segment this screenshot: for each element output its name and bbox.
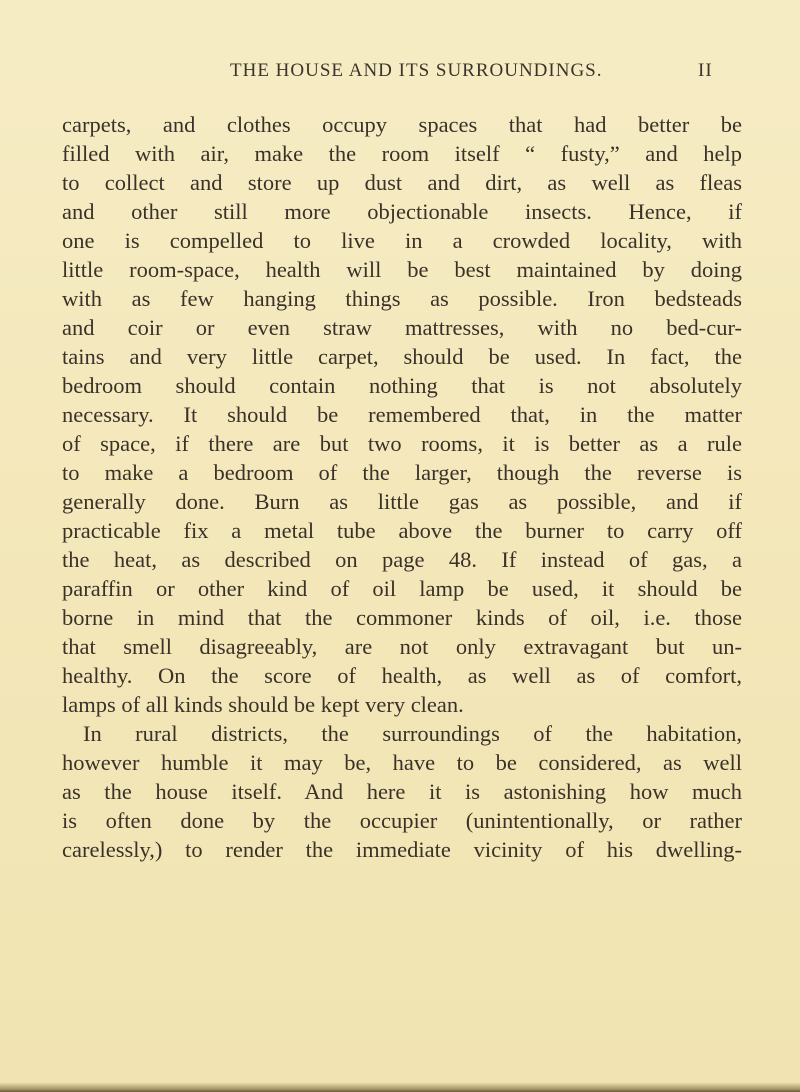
text-line: with as few hanging things as possible. Iron bedsteads: [62, 286, 742, 311]
text-line: practicable fix a metal tube above the burner to carry off: [62, 518, 742, 543]
text-line: borne in mind that the commoner kinds of oil, i.e. those: [62, 605, 742, 630]
text-line: filled with air, make the room itself “ fusty,” and help: [62, 141, 742, 166]
text-line: however humble it may be, have to be considered, as well: [62, 750, 742, 775]
text-line: bedroom should contain nothing that is not absolutely: [62, 373, 742, 398]
text-line: necessary. It should be remembered that, in the matter: [62, 402, 742, 427]
text-line: paraffin or other kind of oil lamp be used, it should be: [62, 576, 742, 601]
text-line: carelessly,) to render the immediate vicinity of his dwelling-: [62, 837, 742, 862]
text-line: to collect and store up dust and dirt, as well as fleas: [62, 170, 742, 195]
text-line: tains and very little carpet, should be used. In fact, the: [62, 344, 742, 369]
text-line: little room-space, health will be best maintained by doing: [62, 257, 742, 282]
running-title: THE HOUSE AND ITS SURROUNDINGS.: [230, 60, 603, 81]
body-text: [62, 110, 742, 864]
text-line: generally done. Burn as little gas as possible, and if: [62, 489, 742, 514]
text-line: the heat, as described on page 48. If instead of gas, a: [62, 547, 742, 572]
text-line: healthy. On the score of health, as well as of comfort,: [62, 663, 742, 688]
paragraph-end-line: lamps of all kinds should be kept very clean.: [62, 692, 464, 717]
text-line: and coir or even straw mattresses, with no bed-cur-: [62, 315, 742, 340]
text-line: as the house itself. And here it is astonishing how much: [62, 779, 742, 804]
page-edge-shadow: [0, 1082, 800, 1092]
text-line: carpets, and clothes occupy spaces that had better be: [62, 112, 742, 137]
text-line: and other still more objectionable insects. Hence, if: [62, 199, 742, 224]
page-number: II: [698, 60, 713, 81]
text-line: is often done by the occupier (unintentionally, or rather: [62, 808, 742, 833]
text-line: of space, if there are but two rooms, it is better as a rule: [62, 431, 742, 456]
running-head: [0, 60, 800, 84]
text-line: that smell disagreeably, are not only extravagant but un-: [62, 634, 742, 659]
paragraph-start-line: In rural districts, the surroundings of the habitation,: [83, 721, 742, 746]
text-line: one is compelled to live in a crowded locality, with: [62, 228, 742, 253]
text-line: to make a bedroom of the larger, though the reverse is: [62, 460, 742, 485]
